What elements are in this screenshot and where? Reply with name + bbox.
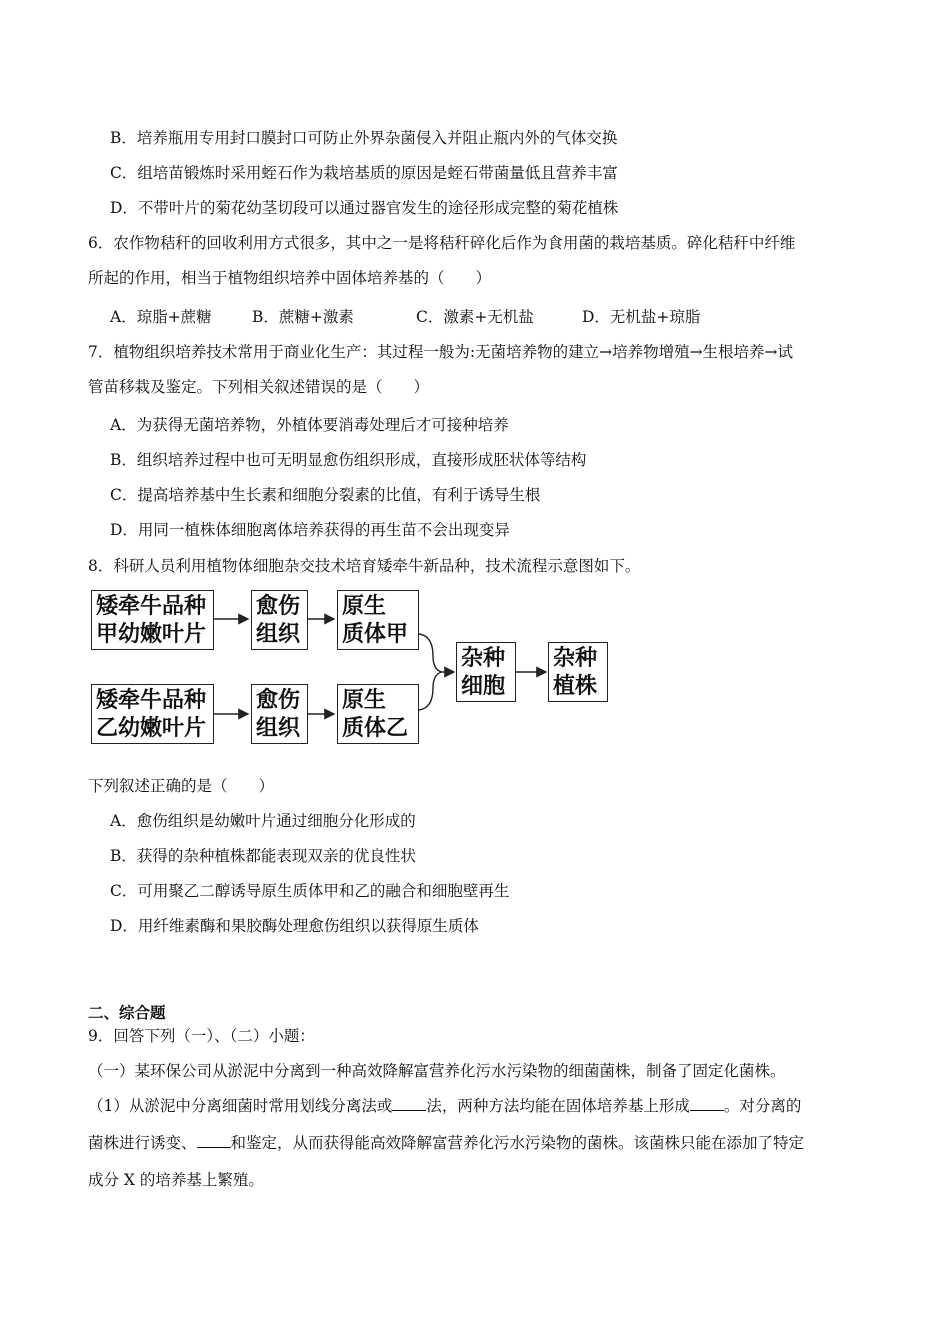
q6-option-a: A．琼脂+蔗糖 [110,308,212,326]
flow-diagram [88,586,618,746]
q8-option-c: C．可用聚乙二醇诱导原生质体甲和乙的融合和细胞壁再生 [110,882,510,900]
box-protoplast-b-line1: 原生 [342,688,387,713]
q9-sub1-text-c: 。对分离的 [723,1097,802,1115]
q8-follow: 下列叙述正确的是（ ） [88,777,275,795]
box-protoplast-a-line2: 质体甲 [342,622,409,647]
box-variety-a-leaf-line1: 矮牵牛品种 [96,594,207,619]
box-protoplast-a-line1: 原生 [342,594,387,619]
q9-sub1-text-d: 菌株进行诱变、 [88,1134,197,1152]
answer-blank-1[interactable] [392,1096,426,1111]
q9-sub1-text-b: 法，两种方法均能在固体培养基上形成 [426,1097,690,1115]
q9-sub1-line2 [88,1133,804,1153]
box-hybrid-cell [456,642,516,702]
answer-blank-3[interactable] [197,1133,231,1148]
q9-sub1-text-a: （1）从淤泥中分离细菌时常用划线分离法或 [88,1097,393,1115]
box-protoplast-a [337,590,419,650]
box-hybrid-cell-line2: 细胞 [461,674,506,699]
box-hybrid-plant-line2: 植株 [553,674,598,699]
box-hybrid-plant-line1: 杂种 [553,646,598,671]
q6-option-b: B．蔗糖+激素 [252,308,354,326]
q6-option-d: D．无机盐+琼脂 [582,308,701,326]
merge-brace [419,634,442,710]
box-variety-a-leaf-line2: 甲幼嫩叶片 [96,622,207,647]
box-callus-a-line2: 组织 [256,622,301,647]
q9-sub1-line3: 成分 X 的培养基上繁殖。 [88,1171,264,1189]
answer-blank-2[interactable] [690,1096,724,1111]
box-variety-b-leaf-line1: 矮牵牛品种 [96,688,207,713]
q7-option-a: A．为获得无菌培养物，外植体要消毒处理后才可接种培养 [110,416,509,434]
q5-option-b: B．培养瓶用专用封口膜封口可防止外界杂菌侵入并阻止瓶内外的气体交换 [110,129,618,147]
q6-stem-line2: 所起的作用，相当于植物组织培养中固体培养基的（ ） [88,269,492,287]
q9-stem: 9．回答下列（一）、（二）小题： [88,1027,315,1045]
q6-stem-line1: 6．农作物秸秆的回收利用方式很多，其中之一是将秸秆碎化后作为食用菌的栽培基质。碎化秸秆中纤维 [88,234,796,252]
box-callus-a-line1: 愈伤 [256,594,301,619]
box-callus-b [251,684,308,744]
box-variety-b-leaf [91,684,214,744]
box-hybrid-plant [548,642,608,702]
q8-option-b: B．获得的杂种植株都能表现双亲的优良性状 [110,847,416,865]
q8-option-d: D．用纤维素酶和果胶酶处理愈伤组织以获得原生质体 [110,917,479,935]
q7-stem-line1: 7．植物组织培养技术常用于商业化生产：其过程一般为:无菌培养物的建立→培养物增殖→生根培养→试 [88,343,794,361]
box-callus-a [251,590,308,650]
q7-option-b: B．组织培养过程中也可无明显愈伤组织形成，直接形成胚状体等结构 [110,451,587,469]
q7-option-d: D．用同一植株体细胞离体培养获得的再生苗不会出现变异 [110,521,510,539]
q8-stem: 8．科研人员利用植物体细胞杂交技术培育矮牵牛新品种，技术流程示意图如下。 [88,557,641,575]
box-callus-b-line1: 愈伤 [256,688,301,713]
q6-option-c: C．激素+无机盐 [416,308,534,326]
q7-stem-line2: 管苗移栽及鉴定。下列相关叙述错误的是（ ） [88,378,430,396]
q5-option-d: D．不带叶片的菊花幼茎切段可以通过器官发生的途径形成完整的菊花植株 [110,199,619,217]
q9-part1: （一）某环保公司从淤泥中分离到一种高效降解富营养化污水污染物的细菌菌株，制备了固定化菌株。 [88,1062,786,1080]
box-callus-b-line2: 组织 [256,716,301,741]
box-hybrid-cell-line1: 杂种 [461,646,506,671]
box-protoplast-b [337,684,419,744]
q9-sub1-line1 [88,1096,801,1116]
q9-sub1-text-e: 和鉴定，从而获得能高效降解富营养化污水污染物的菌株。该菌株只能在添加了特定 [230,1134,805,1152]
box-variety-a-leaf [91,590,214,650]
q8-option-a: A．愈伤组织是幼嫩叶片通过细胞分化形成的 [110,812,416,830]
q5-option-c: C．组培苗锻炼时采用蛭石作为栽培基质的原因是蛭石带菌量低且营养丰富 [110,164,618,182]
box-variety-b-leaf-line2: 乙幼嫩叶片 [96,716,207,741]
q7-option-c: C．提高培养基中生长素和细胞分裂素的比值，有利于诱导生根 [110,486,541,504]
section-title: 二、综合题 [88,1004,166,1022]
box-protoplast-b-line2: 质体乙 [342,716,409,741]
